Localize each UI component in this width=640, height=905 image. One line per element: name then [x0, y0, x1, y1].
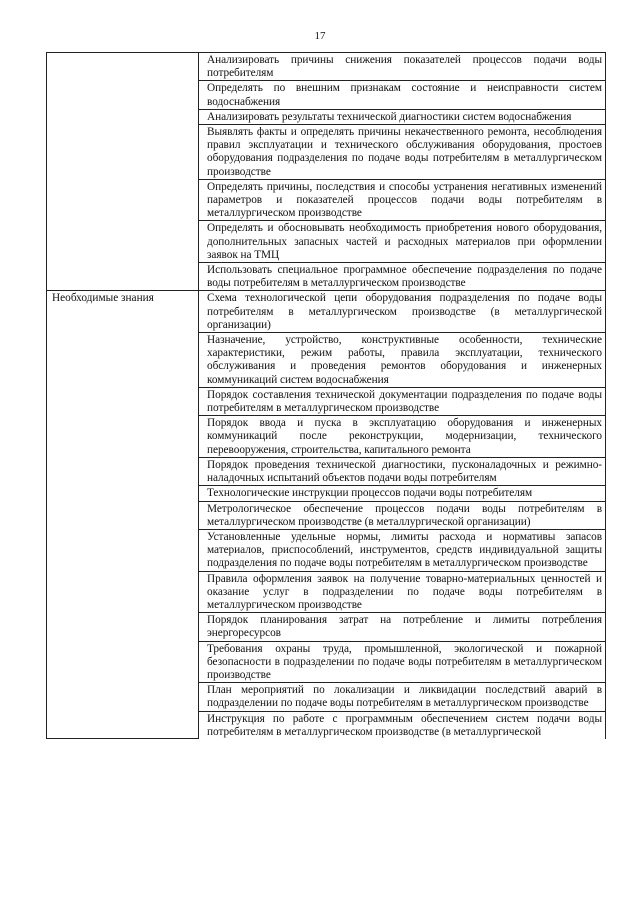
table-row: [47, 291, 606, 333]
knowledge-item: Требования охраны труда, промышленной, экологической и пожарной безопасности в подразделении по подаче воды потребителям в металлургическом производстве: [199, 641, 606, 683]
skill-item: Выявлять факты и определять причины некачественного ремонта, несоблюдения правил эксплуатации и технического обслуживания оборудования, простоев оборудования подразделения по подаче воды потребителям в металлургическом производстве: [199, 125, 606, 180]
skill-item: Определять по внешним признакам состояние и неисправности систем водоснабжения: [199, 81, 606, 109]
skill-item: Определять причины, последствия и способы устранения негативных изменений параметров и показателей процессов подачи воды потребителям в металлургическом производстве: [199, 179, 606, 221]
skill-item: Использовать специальное программное обеспечение подразделения по подаче воды потребителям в металлургическом производстве: [199, 263, 606, 291]
skill-item: Определять и обосновывать необходимость приобретения нового оборудования, дополнительных запасных частей и расходных материалов при оформлении заявок на ТМЦ: [199, 221, 606, 263]
knowledge-item: Установленные удельные нормы, лимиты расхода и нормативы запасов материалов, приспособлений, инструментов, средств индивидуальной защиты подразделения по подаче воды потребителям в металлургическом производстве: [199, 529, 606, 571]
knowledge-item: Порядок планирования затрат на потребление и лимиты потребления энергоресурсов: [199, 613, 606, 641]
knowledge-item: Назначение, устройство, конструктивные особенности, технические характеристики, режим работы, правила эксплуатации, технического обслуживания и проведения ремонтов оборудования и инженерных коммуникаций систем водоснабжения: [199, 333, 606, 388]
knowledge-item: План мероприятий по локализации и ликвидации последствий аварий в подразделении по подаче воды потребителям в металлургическом производстве: [199, 683, 606, 711]
table-row: [47, 53, 606, 81]
knowledge-item: Порядок проведения технической диагностики, пусконаладочных и режимно-наладочных испытаний объектов подачи воды потребителям: [199, 457, 606, 485]
knowledge-item: Инструкция по работе с программным обеспечением систем подачи воды потребителям в металлургическом производстве (в металлургической: [199, 711, 606, 739]
knowledge-label: Необходимые знания: [47, 291, 199, 739]
knowledge-item: Технологические инструкции процессов подачи воды потребителям: [199, 486, 606, 501]
skill-item: Анализировать причины снижения показателей процессов подачи воды потребителям: [199, 53, 606, 81]
knowledge-item: Метрологическое обеспечение процессов подачи воды потребителям в металлургическом производстве (в металлургической организации): [199, 501, 606, 529]
knowledge-item: Порядок ввода и пуска в эксплуатацию оборудования и инженерных коммуникаций после реконструкции, модернизации, технического перевооружения, строительства, капитального ремонта: [199, 416, 606, 458]
knowledge-item: Порядок составления технической документации подразделения по подаче воды потребителям в металлургическом производстве: [199, 387, 606, 415]
requirements-table: [46, 52, 606, 739]
knowledge-item: Правила оформления заявок на получение товарно-материальных ценностей и оказание услуг в подразделении по подаче воды потребителям в металлургическом производстве: [199, 571, 606, 613]
skill-item: Анализировать результаты технической диагностики систем водоснабжения: [199, 109, 606, 124]
skills-label-cell: [47, 53, 199, 291]
page-number: 17: [314, 30, 326, 42]
knowledge-item: Схема технологической цепи оборудования подразделения по подаче воды потребителям в металлургическом производстве (в металлургической организации): [199, 291, 606, 333]
